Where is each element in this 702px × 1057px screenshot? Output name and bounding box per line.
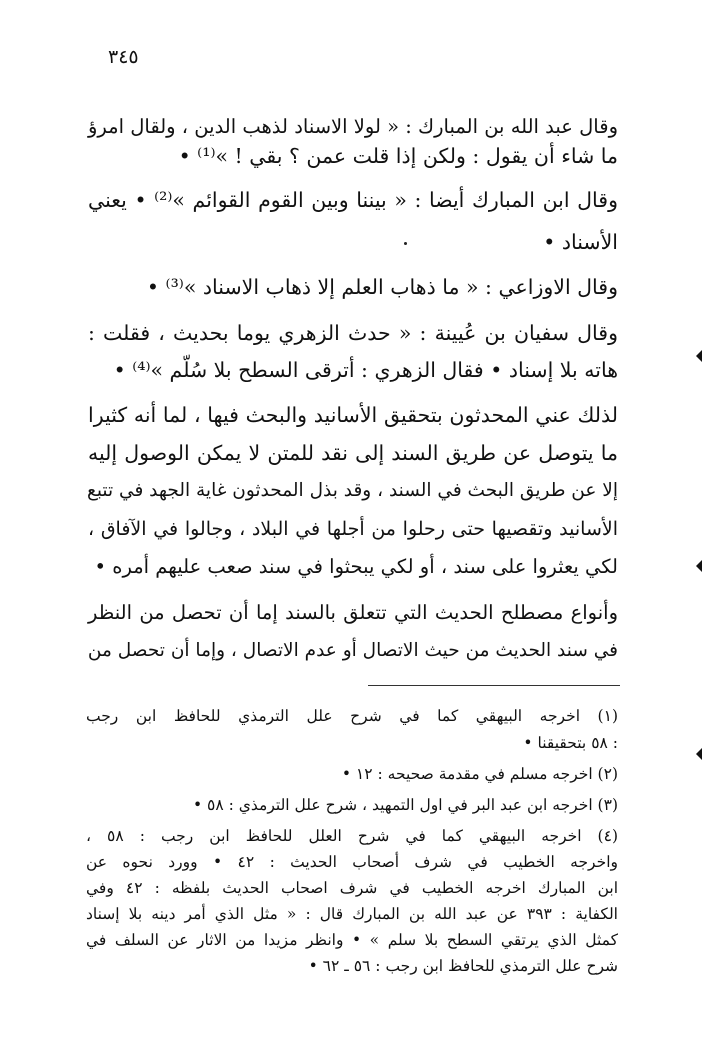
body-line: لكي يعثروا على سند ، أو لكي يبحثوا في سند صعب عليهم أمره • <box>94 555 618 578</box>
footnote-line: ابن المبارك اخرجه الخطيب في شرف اصحاب الحديث بلفظه : ٤٢ وفي <box>86 879 619 897</box>
body-line: وقال ابن المبارك أيضا : « بيننا وبين القوم القوائم »⁽²⁾ • يعني <box>88 188 618 212</box>
body-line: في سند الحديث من حيث الاتصال أو عدم الاتصال ، وإما أن تحصل من <box>87 640 618 661</box>
footnote-line: : ٥٨ بتحقيقنا • <box>523 734 618 752</box>
body-line: لذلك عني المحدثون بتحقيق الأسانيد والبحث فيها ، لما أنه كثيرا <box>88 403 618 427</box>
body-line: وقال سفيان بن عُيينة : « حدث الزهري يوما بحديث ، فقلت : <box>88 321 618 345</box>
footnote-line: (١) اخرجه البيهقي كما في شرح علل الترمذي للحافظ ابن رجب <box>86 707 618 725</box>
body-line: إلا عن طريق البحث في السند ، وقد بذل المحدثون غاية الجهد في تتبع <box>86 480 618 501</box>
scan-edge-mark <box>696 560 702 572</box>
footnote-line: (٤) اخرجه البيهقي كما في شرح العلل للحافظ ابن رجب : ٥٨ ، <box>86 827 618 845</box>
footnote-line: الكفاية : ٣٩٣ عن عبد الله بن المبارك قال : « مثل الذي أمر دينه بلا إسناد <box>86 905 618 923</box>
footnote-line: واخرجه الخطيب في شرف أصحاب الحديث : ٤٢ • وورد نحوه عن <box>86 853 618 871</box>
page-number: ٣٤٥ <box>108 46 139 68</box>
body-line: وقال عبد الله بن المبارك : « لولا الاسناد لذهب الدين ، ولقال امرؤ <box>88 115 618 138</box>
scan-edge-mark <box>696 748 702 760</box>
footnote-line: شرح علل الترمذي للحافظ ابن رجب : ٥٦ ـ ٦٢ • <box>308 957 618 975</box>
body-line: وأنواع مصطلح الحديث التي تتعلق بالسند إما أن تحصل من النظر <box>88 601 618 624</box>
footnote-line: كمثل الذي يرتقي السطح بلا سلم » • وانظر مزيدا من الاثار عن السلف في <box>86 931 618 949</box>
scan-edge-mark <box>696 350 702 362</box>
body-line: ما شاء أن يقول : ولكن إذا قلت عمن ؟ بقي ! »⁽¹⁾ • <box>178 144 618 168</box>
body-line: الأسانيد وتقصيها حتى رحلوا من أجلها في البلاد ، وجالوا في الآفاق ، <box>88 518 618 540</box>
footnote-line: (٢) اخرجه مسلم في مقدمة صحيحه : ١٢ • <box>341 765 618 783</box>
body-line: وقال الاوزاعي : « ما ذهاب العلم إلا ذهاب الاسناد »⁽³⁾ • <box>146 275 618 299</box>
footnote-line: (٣) اخرجه ابن عبد البر في اول التمهيد ، شرح علل الترمذي : ٥٨ • <box>192 796 618 814</box>
stray-dot <box>404 242 407 245</box>
body-line: ما يتوصل عن طريق السند إلى نقد للمتن لا يمكن الوصول إليه <box>88 441 618 465</box>
body-line: هاته بلا إسناد • فقال الزهري : أترقى السطح بلا سُلّم »⁽⁴⁾ • <box>113 358 618 382</box>
footnote-separator <box>368 685 620 686</box>
body-line: الأسناد • <box>543 230 618 254</box>
